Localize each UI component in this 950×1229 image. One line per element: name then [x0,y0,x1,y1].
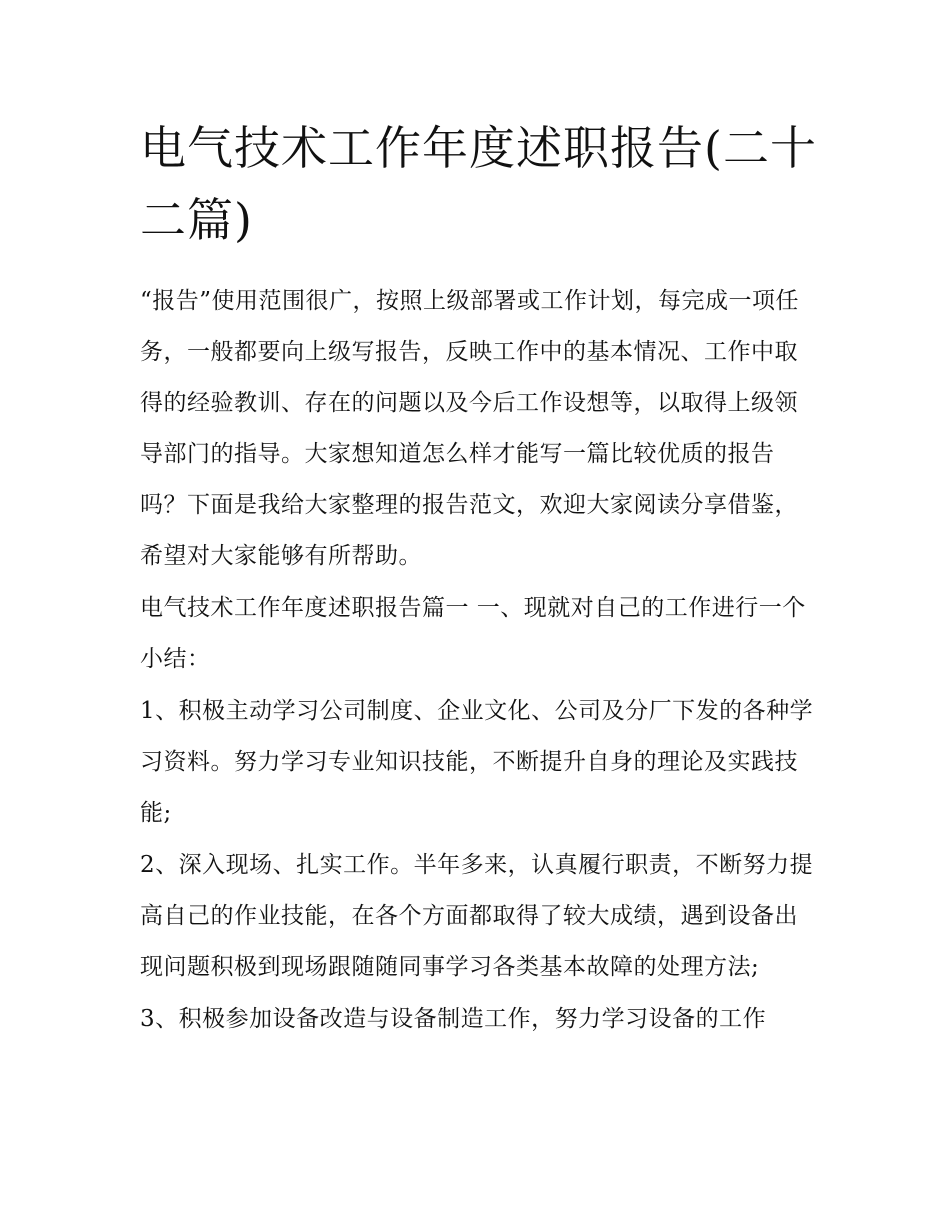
section-heading-paragraph: 电气技术工作年度述职报告篇一 一、现就对自己的工作进行一个小结： [140,595,806,672]
intro-paragraph: “报告”使用范围很广，按照上级部署或工作计划，每完成一项任务，一般都要向上级写报告，反映工作中的基本情况、工作中取得的经验教训、存在的问题以及今后工作设想等，以取得上级领导部门的指导。大家想知道怎么样才能写一篇比较优质的报告吗？下面是我给大家整理的报告范文，欢迎大家阅读分享借鉴，希望对大家能够有所帮助。 [140,288,800,569]
list-item-2: 2、深入现场、扎实工作。半年多来，认真履行职责，不断努力提高自己的作业技能，在各个方面都取得了较大成绩，遇到设备出现问题积极到现场跟随随同事学习各类基本故障的处理方法; [140,852,814,980]
list-item-3: 3、积极参加设备改造与设备制造工作，努力学习设备的工作 [140,1006,767,1032]
document-title: 电气技术工作年度述职报告(二十二篇) [140,121,817,247]
document-body [140,276,820,1046]
list-item-1: 1、积极主动学习公司制度、企业文化、公司及分厂下发的各种学习资料。努力学习专业知识技能，不断提升自身的理论及实践技能; [140,698,814,826]
